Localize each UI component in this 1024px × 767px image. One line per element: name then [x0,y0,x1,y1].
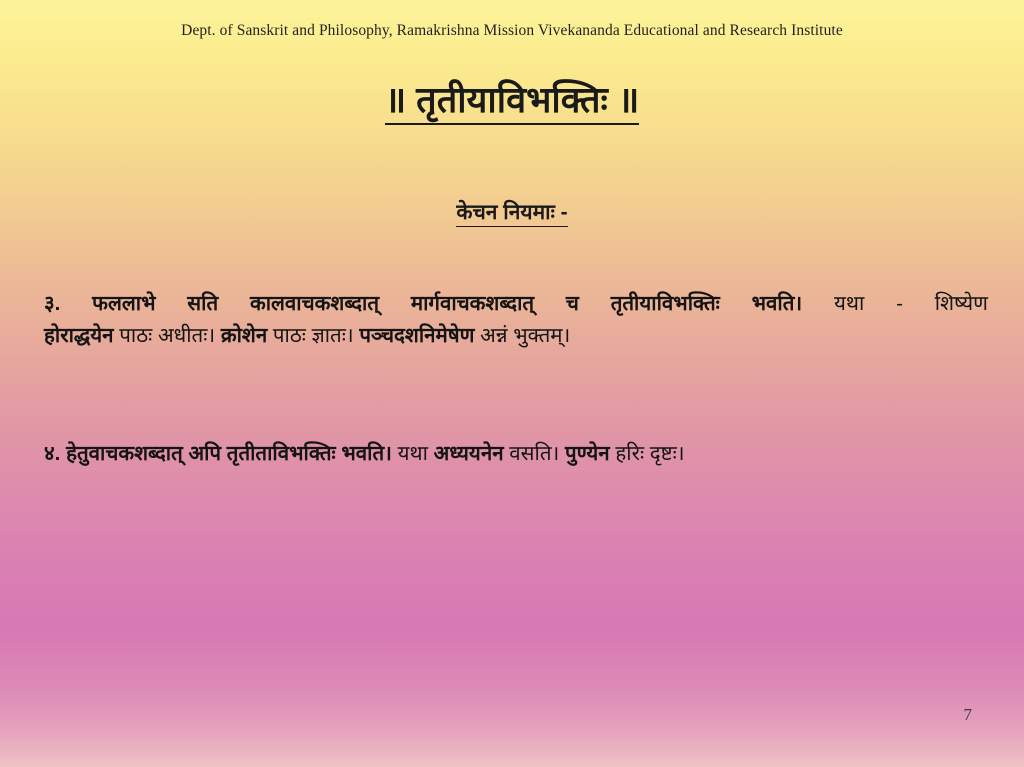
rule-4-example-1-bold: अध्ययनेन [433,442,504,465]
institution-header: Dept. of Sanskrit and Philosophy, Ramakrishna Mission Vivekananda Educational and Research Institute [181,22,843,39]
rule-4-number: ४. [44,442,61,465]
rule-3-line-2 [44,320,988,352]
rule-4-line-1 [44,438,988,470]
section-subtitle-text: केचन नियमाः - [456,201,567,227]
page-number: 7 [963,705,972,724]
rule-4-statement: हेतुवाचकशब्दात् अपि तृतीताविभक्तिः भवति। [66,442,392,465]
rule-3-example-3-plain: अन्नं भुक्तम्। [480,323,571,347]
rule-3-example-3-bold: पञ्चदशनिमेषेण [359,323,475,347]
rule-3-line-1 [44,288,988,320]
rule-4-example-2-bold: पुण्येन [565,442,610,465]
rule-3-example-2-bold: क्रोशेन [220,323,268,347]
page-title [0,74,1024,123]
rule-3-number: ३. [44,292,61,315]
rule-4-example-intro: यथा [397,442,428,465]
page-title-text: ॥ तृतीयाविभक्तिः ॥ [385,79,640,125]
rule-item-4 [44,438,988,470]
rule-3-statement: फललाभे सति कालवाचकशब्दात् मार्गवाचकशब्दात् च तृतीयाविभक्तिः भवति। [92,292,803,315]
rule-3-example-1-bold: होराद्धयेन [44,323,114,347]
rule-3-example-1-plain: पाठः अधीतः। [119,323,216,347]
rule-3-example-2-plain: पाठः ज्ञातः। [272,323,354,347]
rule-4-example-2-plain: हरिः दृष्टः। [615,442,685,465]
rule-4-example-1-plain: वसति। [509,442,560,465]
rule-item-3 [44,288,988,352]
rule-3-example-intro: यथा - शिष्येण [834,292,988,315]
section-subtitle [0,198,1024,226]
